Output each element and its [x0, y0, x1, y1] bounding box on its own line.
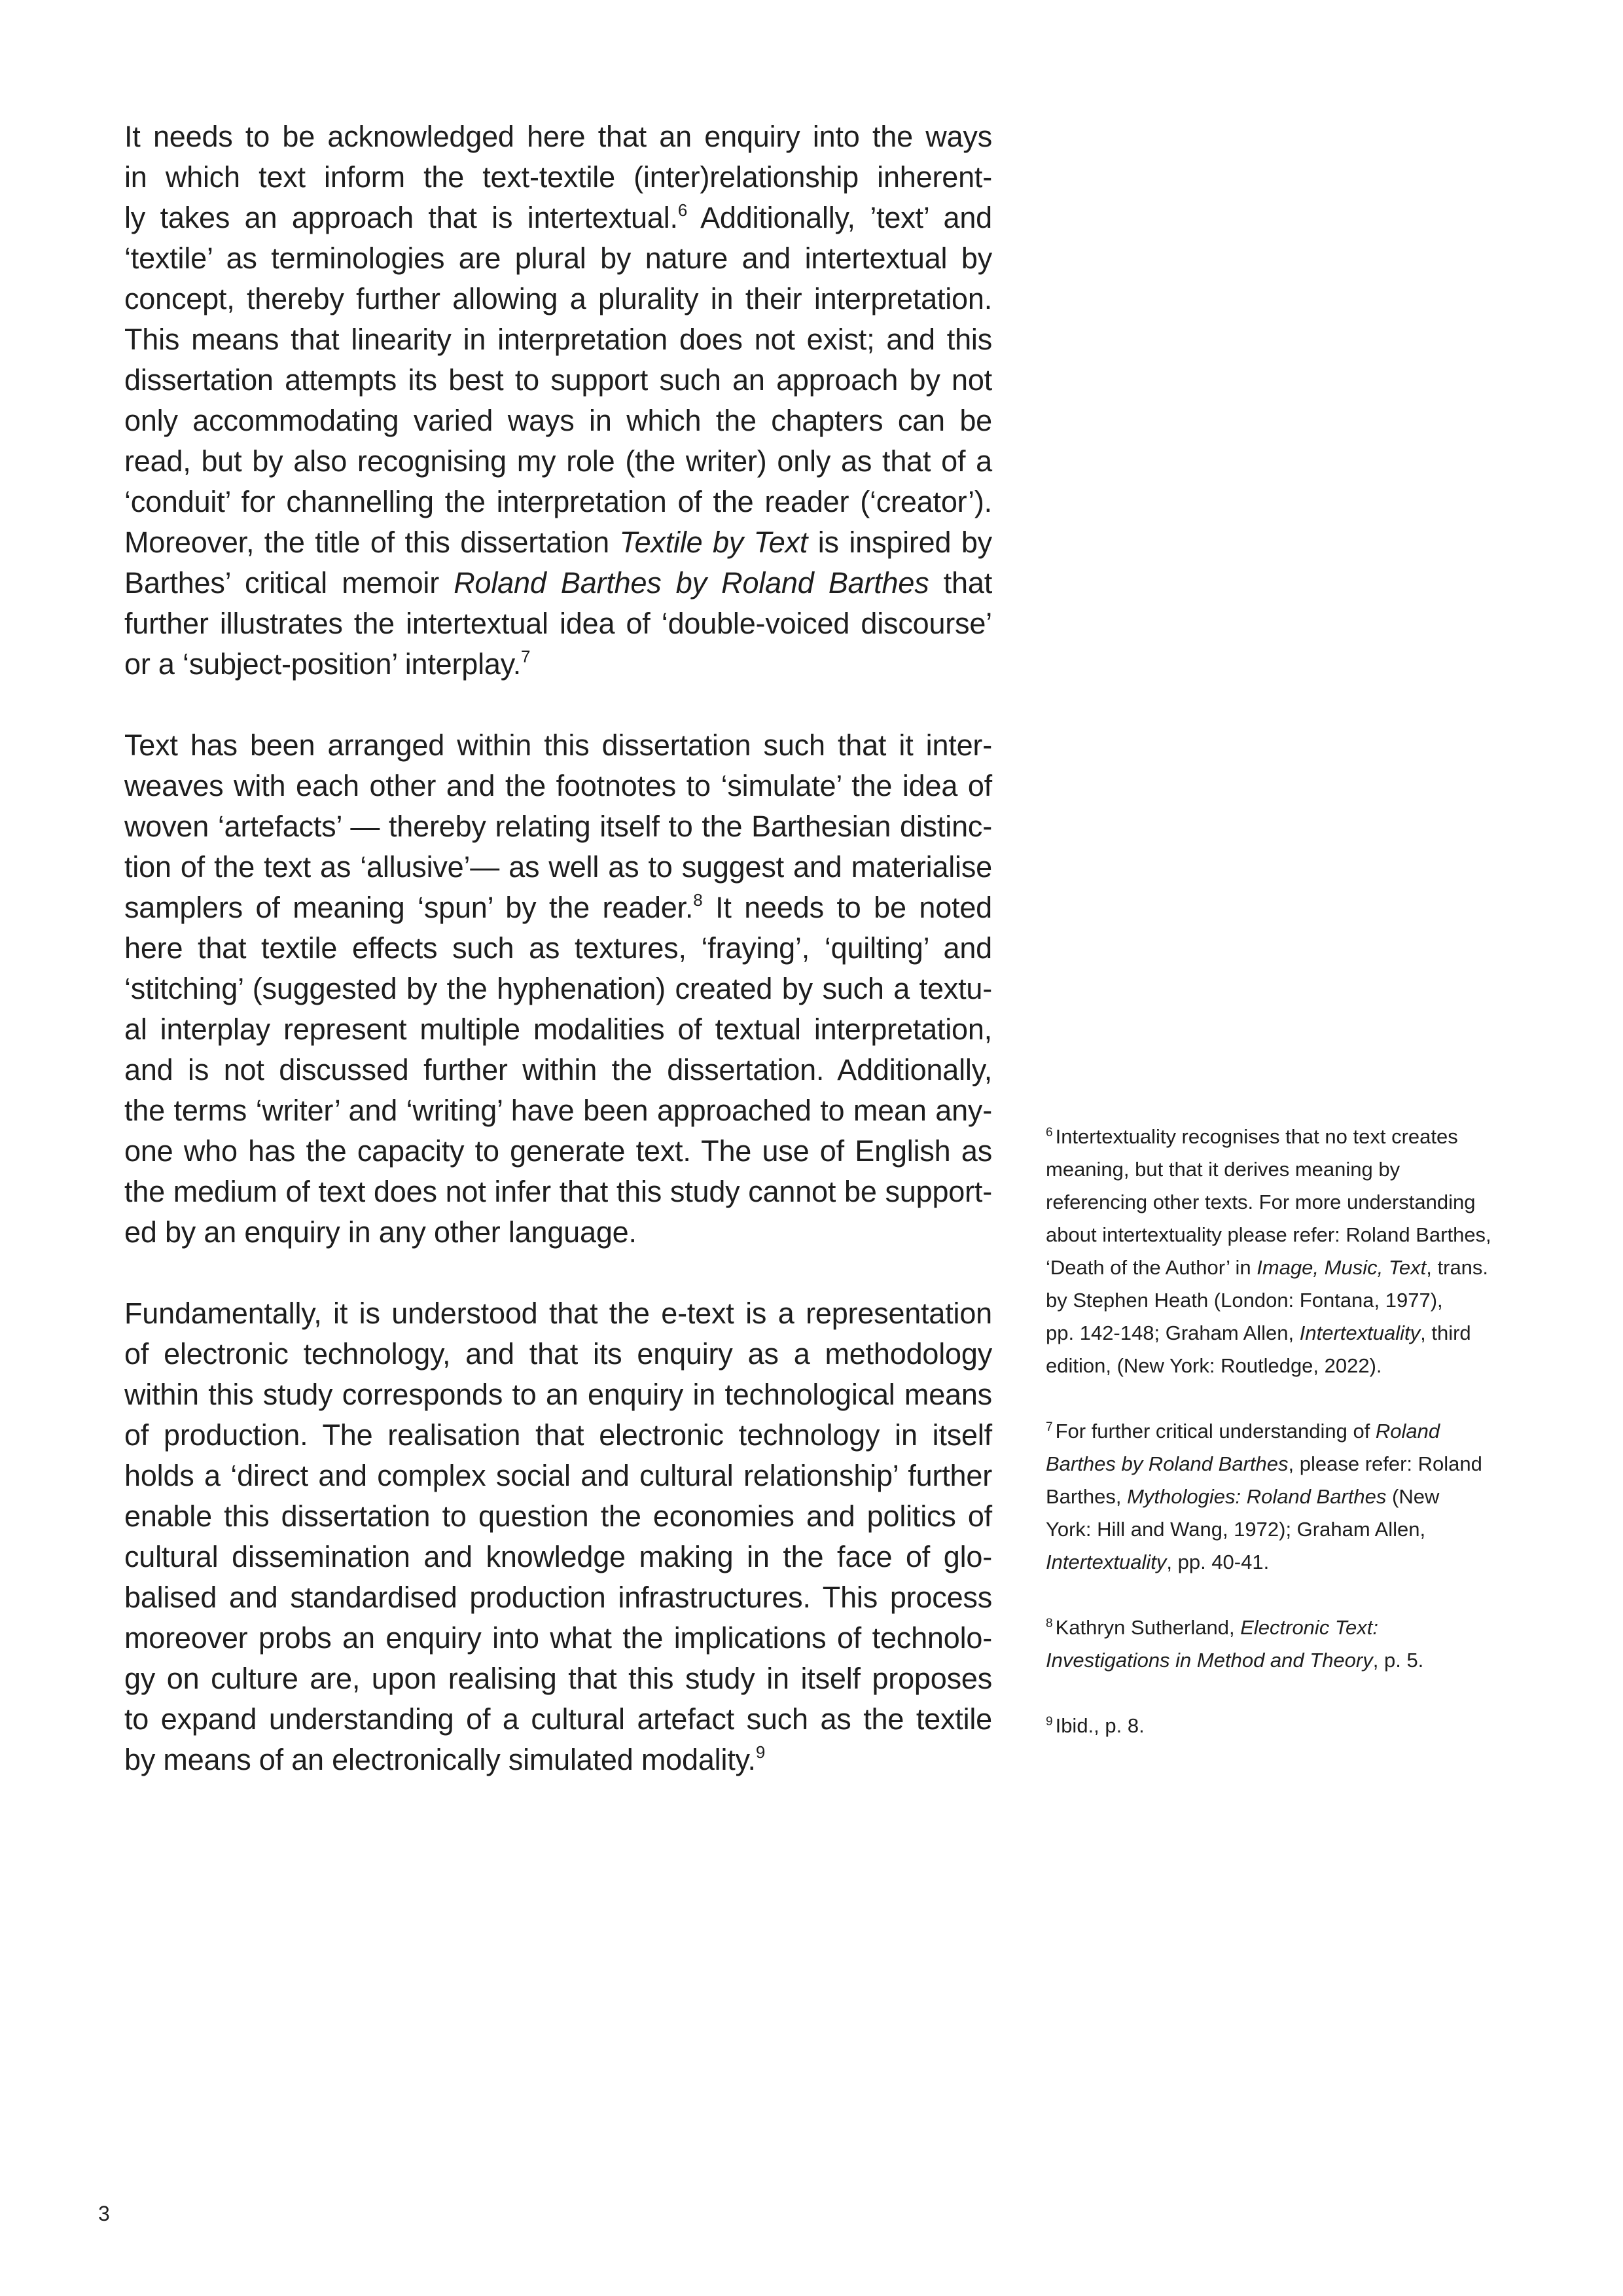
italic-title: Electronic Text: — [1240, 1616, 1378, 1639]
text-run: further illustrates the intertextual idea of ‘double-voiced discourse’ — [124, 607, 992, 640]
text-line — [124, 1496, 992, 1537]
text-run: Text has been arranged within this dissertation such that it inter- — [124, 728, 992, 762]
footnote-line — [1046, 1317, 1543, 1350]
text-line — [124, 928, 992, 969]
footnote-reference[interactable]: 6 — [677, 200, 688, 220]
footnote-line — [1046, 1284, 1543, 1317]
text-run: that — [929, 566, 992, 600]
text-line — [124, 441, 992, 482]
footnote-line — [1046, 1121, 1543, 1153]
text-run: here that textile effects such as textures, ‘fraying’, ‘quilting’ and — [124, 931, 992, 965]
text-line — [124, 1699, 992, 1740]
text-run: of electronic technology, and that its enquiry as a methodology — [124, 1337, 992, 1371]
text-line — [124, 603, 992, 644]
text-line — [124, 847, 992, 888]
text-run: weaves with each other and the footnotes to ‘simulate’ the idea of — [124, 769, 992, 802]
footnote-7 — [1046, 1415, 1543, 1579]
text-run: This means that linearity in interpretation does not exist; and this — [124, 323, 992, 356]
text-run: meaning, but that it derives meaning by — [1046, 1158, 1400, 1181]
text-line — [124, 1537, 992, 1577]
footnote-6 — [1046, 1121, 1543, 1382]
text-run: ed by an enquiry in any other language. — [124, 1215, 637, 1249]
footnote-line — [1046, 1546, 1543, 1579]
text-run: read, but by also recognising my role (the writer) only as that of a — [124, 444, 992, 478]
footnote-line — [1046, 1219, 1543, 1251]
text-line — [124, 157, 992, 198]
text-line — [124, 1618, 992, 1659]
text-run: woven ‘artefacts’ — thereby relating itself to the Barthesian distinc- — [124, 810, 992, 843]
text-line — [124, 482, 992, 522]
text-run: Barthes’ critical memoir — [124, 566, 454, 600]
text-run: referencing other texts. For more understanding — [1046, 1191, 1476, 1213]
footnote-8 — [1046, 1611, 1543, 1677]
footnote-line — [1046, 1480, 1543, 1513]
footnote-line — [1046, 1186, 1543, 1219]
text-line — [124, 1172, 992, 1212]
footnote-number: 9 — [1046, 1715, 1053, 1729]
text-run: For further critical understanding of — [1055, 1420, 1376, 1443]
footnote-reference[interactable]: 7 — [521, 647, 531, 666]
footnotes-column — [1046, 1121, 1543, 1775]
text-line — [124, 1374, 992, 1415]
text-run: samplers of meaning ‘spun’ by the reader. — [124, 891, 694, 924]
text-run: in which text inform the text-textile (inter)relationship inherent- — [124, 160, 992, 194]
body-paragraph — [124, 725, 992, 1253]
text-run: ly takes an approach that is intertextual. — [124, 201, 678, 234]
footnote-reference[interactable]: 8 — [693, 890, 703, 910]
text-run: only accommodating varied ways in which the chapters can be — [124, 404, 992, 437]
text-run: pp. 142-148; Graham Allen, — [1046, 1321, 1300, 1344]
main-text-column — [124, 117, 992, 1821]
text-run: Additionally, ’text’ and — [687, 201, 992, 234]
text-line — [124, 1334, 992, 1374]
text-run: York: Hill and Wang, 1972); Graham Allen, — [1046, 1518, 1426, 1541]
text-run: by Stephen Heath (London: Fontana, 1977), — [1046, 1289, 1443, 1312]
text-run: one who has the capacity to generate text. The use of English as — [124, 1134, 992, 1168]
text-run: ‘conduit’ for channelling the interpretation of the reader (‘creator’). — [124, 485, 992, 518]
text-run: ‘textile’ as terminologies are plural by nature and intertextual by — [124, 242, 992, 275]
text-run: Ibid., p. 8. — [1055, 1714, 1145, 1737]
text-run: , trans. — [1426, 1256, 1489, 1279]
footnote-number: 7 — [1046, 1420, 1053, 1434]
text-line — [124, 360, 992, 401]
footnote-reference[interactable]: 9 — [755, 1742, 766, 1762]
italic-title: Investigations in Method and Theory — [1046, 1649, 1373, 1672]
text-line — [124, 1659, 992, 1699]
text-run: ‘stitching’ (suggested by the hyphenation) created by such a textu- — [124, 972, 992, 1005]
text-line — [124, 279, 992, 319]
footnote-line — [1046, 1251, 1543, 1284]
text-line — [124, 238, 992, 279]
italic-title: Image, Music, Text — [1257, 1256, 1427, 1279]
italic-title: Textile by Text — [619, 526, 808, 559]
text-run: tion of the text as ‘allusive’— as well as to suggest and materialise — [124, 850, 992, 884]
text-run: Moreover, the title of this dissertation — [124, 526, 620, 559]
footnote-line — [1046, 1448, 1543, 1480]
text-run: , p. 5. — [1372, 1649, 1424, 1672]
text-run: cultural dissemination and knowledge making in the face of glo- — [124, 1540, 992, 1573]
text-run: (New — [1386, 1485, 1440, 1508]
body-paragraph — [124, 117, 992, 685]
footnote-line — [1046, 1415, 1543, 1448]
text-run: It needs to be noted — [702, 891, 992, 924]
text-line — [124, 1293, 992, 1334]
text-line — [124, 766, 992, 806]
text-line — [124, 969, 992, 1009]
text-run: by means of an electronically simulated modality. — [124, 1743, 756, 1776]
text-line — [124, 1009, 992, 1050]
text-run: the terms ‘writer’ and ‘writing’ have been approached to mean any- — [124, 1094, 992, 1127]
text-run: is inspired by — [808, 526, 992, 559]
text-line — [124, 725, 992, 766]
text-line — [124, 1050, 992, 1090]
text-run: moreover probs an enquiry into what the implications of technolo- — [124, 1621, 992, 1655]
text-run: or a ‘subject-position’ interplay. — [124, 647, 521, 681]
italic-title: Roland — [1375, 1420, 1440, 1443]
text-run: , please refer: Roland — [1288, 1452, 1482, 1475]
text-run: , third — [1420, 1321, 1471, 1344]
text-run: about intertextuality please refer: Roland Barthes, — [1046, 1223, 1491, 1246]
text-run: Intertextuality recognises that no text creates — [1055, 1125, 1458, 1148]
text-line — [124, 1456, 992, 1496]
text-run: concept, thereby further allowing a plurality in their interpretation. — [124, 282, 992, 315]
italic-title: Barthes by Roland Barthes — [1046, 1452, 1289, 1475]
text-run: dissertation attempts its best to support such an approach by not — [124, 363, 992, 397]
italic-title: Mythologies: Roland Barthes — [1127, 1485, 1387, 1508]
text-run: It needs to be acknowledged here that an enquiry into the ways — [124, 120, 992, 153]
text-run: of production. The realisation that electronic technology in itself — [124, 1418, 992, 1452]
text-run: edition, (New York: Routledge, 2022). — [1046, 1354, 1382, 1377]
text-run: the medium of text does not infer that this study cannot be support- — [124, 1175, 992, 1208]
body-paragraph — [124, 1293, 992, 1780]
text-run: balised and standardised production infrastructures. This process — [124, 1581, 992, 1614]
footnote-line — [1046, 1153, 1543, 1186]
text-line — [124, 522, 992, 563]
text-line — [124, 563, 992, 603]
text-run: al interplay represent multiple modalities of textual interpretation, — [124, 1013, 992, 1046]
text-line — [124, 319, 992, 360]
text-line — [124, 1212, 992, 1253]
text-line — [124, 888, 992, 928]
text-run: , pp. 40-41. — [1166, 1551, 1270, 1573]
italic-title: Roland Barthes by Roland Barthes — [454, 566, 929, 600]
text-run: within this study corresponds to an enquiry in technological means — [124, 1378, 992, 1411]
footnote-9 — [1046, 1710, 1543, 1742]
text-line — [124, 117, 992, 157]
text-run: holds a ‘direct and complex social and cultural relationship’ further — [124, 1459, 992, 1492]
italic-title: Intertextuality — [1299, 1321, 1421, 1344]
text-run: Barthes, — [1046, 1485, 1128, 1508]
text-run: Kathryn Sutherland, — [1055, 1616, 1241, 1639]
text-line — [124, 644, 992, 685]
text-run: Fundamentally, it is understood that the e-text is a representation — [124, 1297, 992, 1330]
text-line — [124, 806, 992, 847]
text-run: to expand understanding of a cultural artefact such as the textile — [124, 1702, 992, 1736]
text-line — [124, 198, 992, 238]
text-line — [124, 1415, 992, 1456]
text-line — [124, 1740, 992, 1780]
text-run: gy on culture are, upon realising that this study in itself proposes — [124, 1662, 992, 1695]
text-line — [124, 1090, 992, 1131]
footnote-number: 6 — [1046, 1126, 1053, 1139]
text-line — [124, 1577, 992, 1618]
footnote-line — [1046, 1710, 1543, 1742]
text-line — [124, 1131, 992, 1172]
footnote-number: 8 — [1046, 1617, 1053, 1630]
footnote-line — [1046, 1350, 1543, 1382]
text-run: enable this dissertation to question the economies and politics of — [124, 1499, 992, 1533]
footnote-line — [1046, 1644, 1543, 1677]
footnote-line — [1046, 1611, 1543, 1644]
footnote-line — [1046, 1513, 1543, 1546]
text-run: and is not discussed further within the dissertation. Additionally, — [124, 1053, 992, 1086]
italic-title: Intertextuality — [1046, 1551, 1167, 1573]
text-run: ‘Death of the Author’ in — [1046, 1256, 1257, 1279]
page-number: 3 — [98, 2202, 110, 2225]
text-line — [124, 401, 992, 441]
